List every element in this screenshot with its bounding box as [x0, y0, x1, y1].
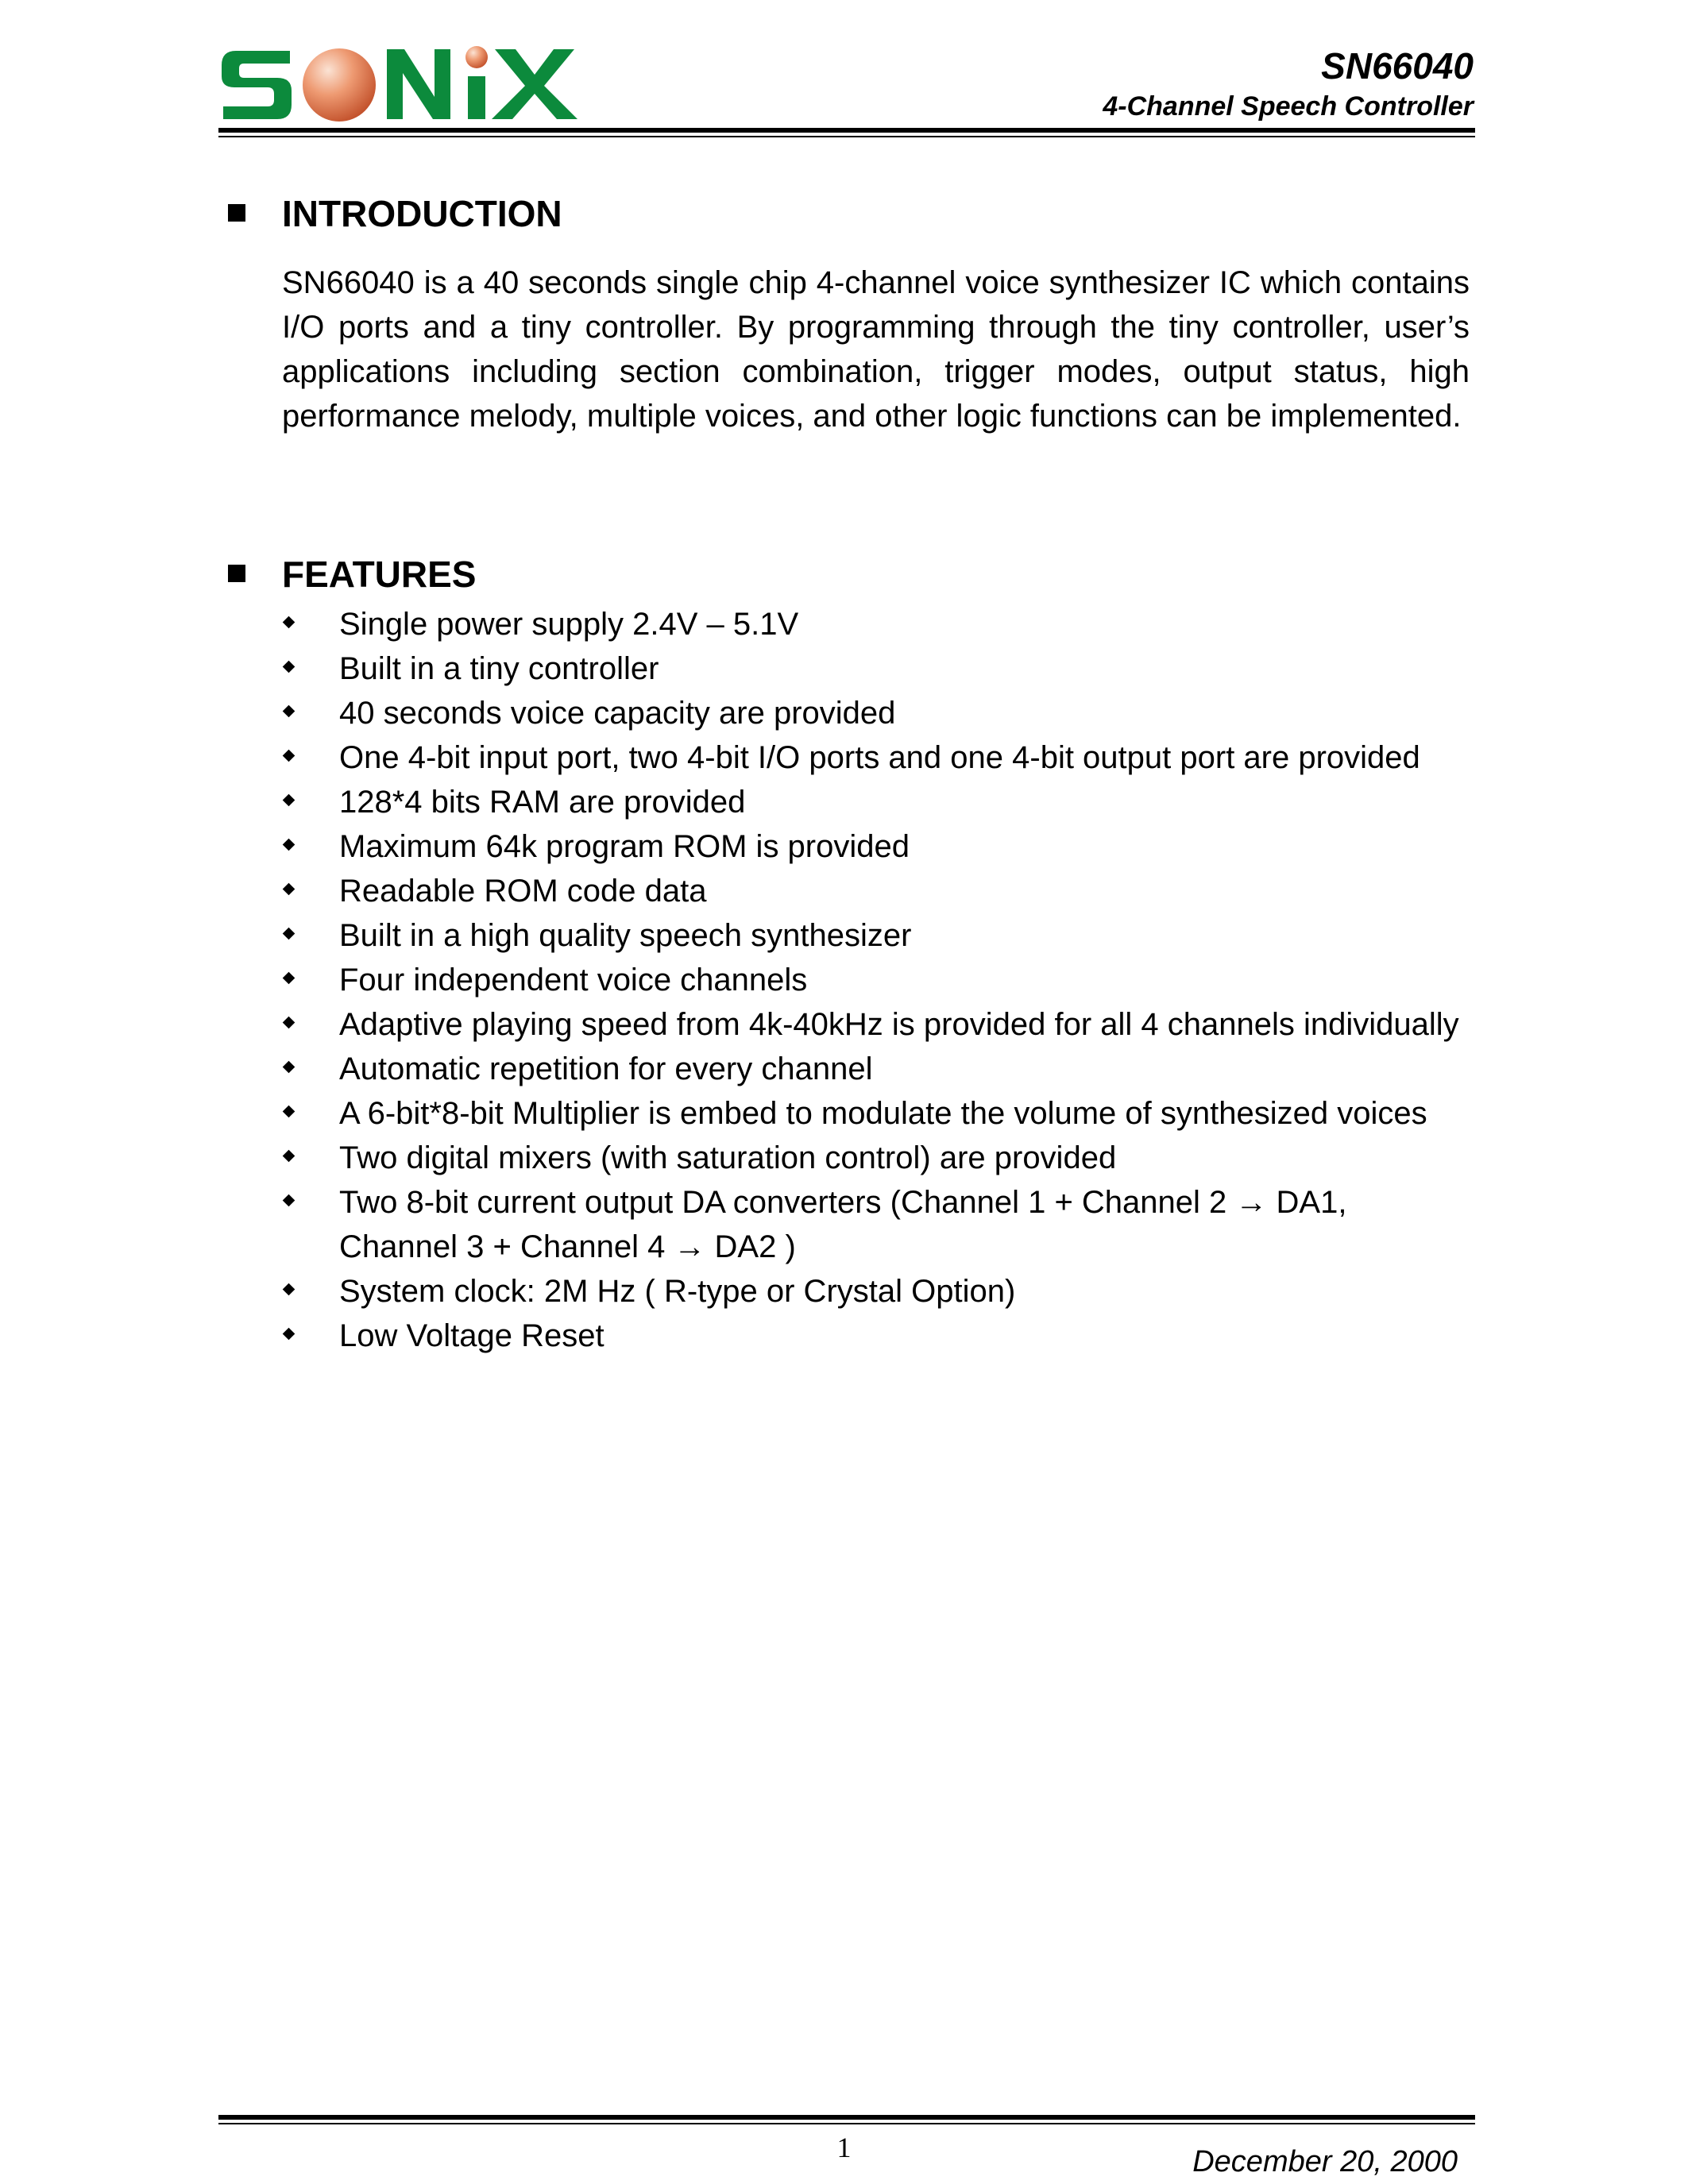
- sonix-logo: [218, 41, 584, 124]
- feature-text: Built in a high quality speech synthesizer: [339, 918, 912, 953]
- feature-item: [282, 735, 1470, 780]
- diamond-bullet-icon: [283, 1283, 295, 1296]
- diamond-bullet-icon: [283, 794, 295, 807]
- diamond-bullet-icon: [283, 1017, 295, 1029]
- feature-text: Maximum 64k program ROM is provided: [339, 829, 910, 864]
- diamond-bullet-icon: [283, 1106, 295, 1118]
- feature-text: Readable ROM code data: [339, 874, 707, 909]
- feature-text: 40 seconds voice capacity are provided: [339, 696, 896, 731]
- header-rule-thin: [218, 136, 1475, 137]
- feature-item: [282, 913, 1470, 958]
- introduction-paragraph: SN66040 is a 40 seconds single chip 4-channel voice synthesizer IC which contains I/O ports and a tiny controller. By programming through the tiny controller, user’s applications including section combination, trigger modes, output status, high performance melody, multiple voices, and other logic functions can be implemented.: [282, 265, 1470, 434]
- feature-text: 128*4 bits RAM are provided: [339, 785, 746, 820]
- feature-item: [282, 691, 1470, 735]
- document-title: SN66040: [1321, 45, 1474, 87]
- diamond-bullet-icon: [283, 705, 295, 718]
- diamond-bullet-icon: [283, 839, 295, 851]
- feature-text: Two 8-bit current output DA converters (Channel 1 + Channel 2 → DA1, Channel 3 + Channel 4 → DA2 ): [339, 1185, 1347, 1264]
- feature-text: Automatic repetition for every channel: [339, 1051, 873, 1086]
- diamond-bullet-icon: [283, 750, 295, 762]
- section-bullet-icon: [228, 204, 245, 222]
- diamond-bullet-icon: [283, 616, 295, 629]
- feature-text: Two digital mixers (with saturation control) are provided: [339, 1140, 1117, 1175]
- feature-text: Low Voltage Reset: [339, 1318, 605, 1353]
- diamond-bullet-icon: [283, 1061, 295, 1074]
- header-rule-thick: [218, 128, 1475, 133]
- diamond-bullet-icon: [283, 1194, 295, 1207]
- feature-text: System clock: 2M Hz ( R-type or Crystal Option): [339, 1274, 1016, 1309]
- document-subtitle: 4-Channel Speech Controller: [1103, 91, 1474, 122]
- feature-item: [282, 1047, 1470, 1091]
- feature-text: Single power supply 2.4V – 5.1V: [339, 607, 799, 642]
- feature-text: A 6-bit*8-bit Multiplier is embed to modulate the volume of synthesized voices: [339, 1096, 1427, 1131]
- feature-item: [282, 646, 1470, 691]
- feature-text: One 4-bit input port, two 4-bit I/O ports and one 4-bit output port are provided: [339, 740, 1420, 775]
- page-number: 1: [836, 2132, 852, 2163]
- feature-text: Adaptive playing speed from 4k-40kHz is provided for all 4 channels individually: [339, 1007, 1459, 1042]
- feature-item: [282, 1091, 1443, 1136]
- feature-text: Four independent voice channels: [339, 963, 808, 997]
- diamond-bullet-icon: [283, 661, 295, 673]
- features-list: [282, 602, 1470, 1358]
- footer-rule-thin: [218, 2123, 1475, 2124]
- feature-item: [282, 958, 1470, 1002]
- section-bullet-icon: [228, 565, 245, 582]
- feature-item: [282, 1314, 1470, 1358]
- diamond-bullet-icon: [283, 883, 295, 896]
- feature-item: [282, 1269, 1470, 1314]
- feature-item: [282, 869, 1470, 913]
- footer-rule-thick: [218, 2115, 1475, 2120]
- footer-date: December 20, 2000: [1192, 2145, 1458, 2178]
- features-heading: FEATURES: [282, 554, 477, 595]
- feature-item: [282, 780, 1470, 824]
- diamond-bullet-icon: [283, 928, 295, 940]
- feature-item: [282, 1136, 1470, 1180]
- feature-item: [282, 1002, 1470, 1047]
- introduction-heading: INTRODUCTION: [282, 193, 562, 234]
- diamond-bullet-icon: [283, 1328, 295, 1341]
- diamond-bullet-icon: [283, 972, 295, 985]
- diamond-bullet-icon: [283, 1150, 295, 1163]
- feature-item: [282, 824, 1470, 869]
- feature-item: [282, 602, 1470, 646]
- feature-text: Built in a tiny controller: [339, 651, 659, 686]
- feature-item: [282, 1180, 1443, 1269]
